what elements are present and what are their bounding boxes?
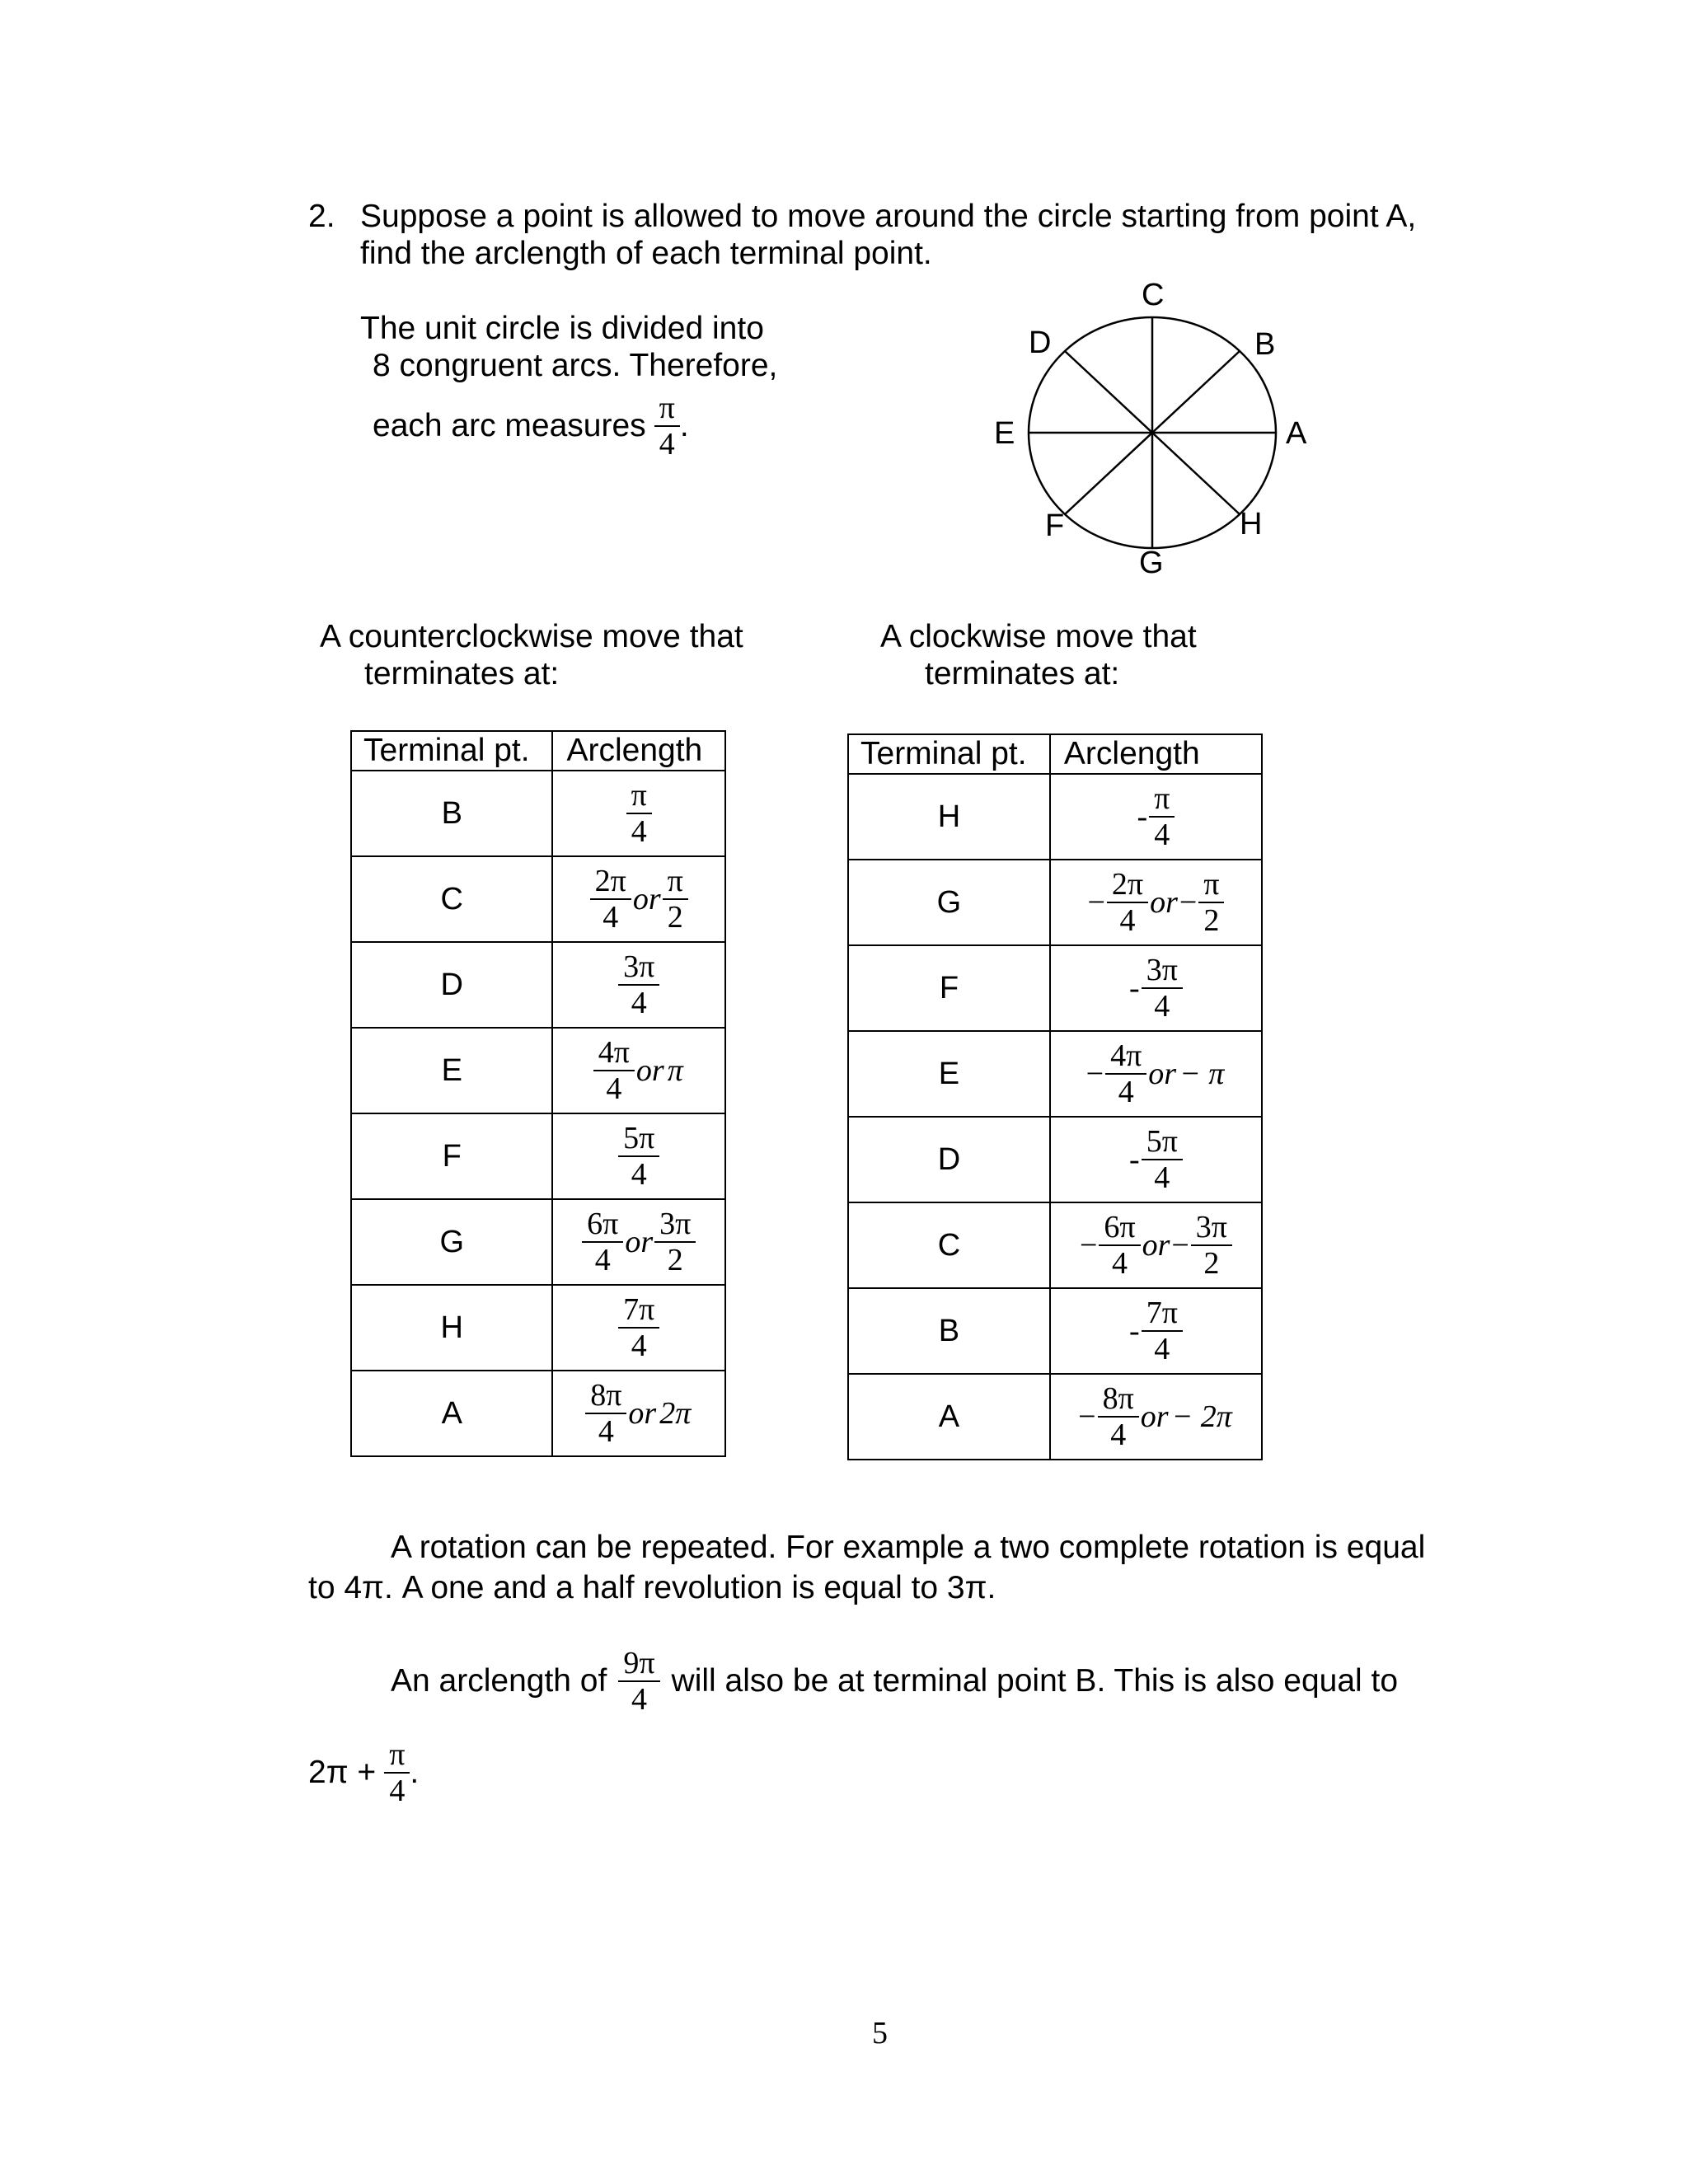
arclength-note-after: will also be at terminal point B. This is also equal to: [671, 1663, 1399, 1699]
label-h: H: [1240, 507, 1263, 541]
rotation-line-2: to 4π. A one and a half revolution is equal to 3π.: [308, 1570, 996, 1605]
arclength-cell: [552, 771, 725, 856]
terminal-point-cell: E: [848, 1031, 1050, 1117]
frac-numerator: 3π: [654, 1207, 696, 1243]
frac-numerator: 4π: [593, 1035, 635, 1071]
terminal-point-cell: F: [848, 945, 1050, 1031]
frac-numerator: 7π: [618, 1292, 659, 1329]
or-separator: or: [1140, 1399, 1169, 1434]
arclength-cell: [552, 1371, 725, 1456]
frac-denominator: 4: [1154, 818, 1170, 852]
arclength-expression: [1078, 1381, 1234, 1452]
frac-denominator: 4: [631, 986, 647, 1020]
table-row: [848, 1031, 1262, 1117]
equal-to-expression: [308, 1737, 419, 1808]
arclength-alt-value: − π: [1179, 1057, 1225, 1091]
arclength-expression: [1129, 953, 1183, 1024]
arclength-fraction-alt: [1191, 1210, 1232, 1281]
arclength-fraction: [1107, 867, 1148, 938]
intro-line-1: The unit circle is divided into: [360, 311, 764, 346]
or-separator: or: [1148, 1057, 1177, 1091]
ccw-arclength-table: [350, 730, 726, 1457]
frac-denominator: 4: [598, 1414, 614, 1449]
table-row: [351, 1285, 725, 1371]
label-c: C: [1142, 278, 1165, 312]
or-separator: or: [1142, 1228, 1170, 1263]
cw-heading-2: terminates at:: [925, 656, 1120, 691]
arclength-fraction: [618, 1292, 659, 1363]
table-row: [351, 1371, 725, 1456]
arclength-expression: [618, 1292, 659, 1363]
arclength-expression: [618, 1121, 659, 1192]
arclength-expression: [582, 1207, 696, 1277]
or-separator: or: [625, 1225, 654, 1259]
table-header-row: [848, 734, 1262, 774]
frac-denominator: 4: [631, 1157, 647, 1192]
arclength-fraction: [626, 778, 652, 849]
arclength-expression: [1129, 1296, 1183, 1366]
frac-denominator: 2: [1203, 1246, 1220, 1281]
terminal-point-cell: C: [351, 856, 552, 942]
terminal-point-cell: A: [351, 1371, 552, 1456]
minus-sign: −: [1179, 885, 1198, 920]
frac-numerator: 8π: [1098, 1381, 1139, 1418]
frac-denominator: 2: [1203, 903, 1220, 938]
cw-heading-1: A clockwise move that: [880, 619, 1197, 654]
page-number: 5: [872, 2016, 888, 2050]
arclength-fraction: [585, 1378, 626, 1449]
frac-numerator: 6π: [1099, 1210, 1140, 1246]
table-row: [848, 860, 1262, 945]
frac-denominator: 4: [1154, 989, 1170, 1024]
frac-denominator: 4: [1154, 1332, 1170, 1366]
arclength-fraction: [1142, 1296, 1183, 1366]
arclength-expression: [1137, 781, 1175, 852]
table-row: [351, 856, 725, 942]
terminal-point-cell: C: [848, 1202, 1050, 1288]
frac-denominator: 4: [1110, 1418, 1127, 1452]
table-row: [351, 942, 725, 1028]
or-separator: or: [1150, 885, 1178, 920]
arclength-expression: [1086, 1038, 1226, 1109]
col-header-terminal-pt: Terminal pt.: [848, 734, 1050, 774]
intro-frac-num: π: [654, 391, 680, 427]
arclength-cell: [552, 1285, 725, 1371]
terminal-point-cell: D: [848, 1117, 1050, 1202]
minus-sign: −: [1079, 1228, 1098, 1263]
terminal-point-cell: E: [351, 1028, 552, 1113]
terminal-point-cell: B: [351, 771, 552, 856]
arclength-fraction: [1098, 1381, 1139, 1452]
terminal-point-cell: H: [848, 774, 1050, 860]
arclength-fraction: [618, 1121, 659, 1192]
table-row: [351, 771, 725, 856]
label-d: D: [1029, 326, 1052, 360]
col-header-arclength: Arclength: [1050, 734, 1262, 774]
intro-line-2: 8 congruent arcs. Therefore,: [373, 348, 778, 383]
arclength-fraction-alt: [1198, 867, 1224, 938]
label-e: E: [994, 416, 1015, 451]
frac-denominator: 4: [606, 1071, 622, 1106]
frac-numerator: 5π: [618, 1121, 659, 1157]
arclength-note: [391, 1646, 1398, 1717]
arclength-fraction-alt: [663, 864, 688, 935]
arclength-cell: [1050, 1202, 1262, 1288]
intro-frac-den: 4: [659, 427, 675, 462]
arclength-note-frac-den: 4: [631, 1682, 647, 1717]
minus-sign: -: [1129, 971, 1140, 1005]
frac-numerator: 2π: [590, 864, 631, 900]
table-row: [848, 1117, 1262, 1202]
frac-numerator: 4π: [1105, 1038, 1146, 1075]
intro-line-3: [373, 391, 689, 462]
table-row: [351, 1199, 725, 1285]
cw-arclength-table: [847, 733, 1263, 1460]
frac-denominator: 4: [1154, 1160, 1170, 1195]
unit-circle-diagram: [973, 268, 1319, 589]
frac-denominator: 4: [1119, 903, 1136, 938]
frac-numerator: 6π: [582, 1207, 623, 1243]
arclength-fraction: [1105, 1038, 1146, 1109]
arclength-expression: [626, 778, 652, 849]
arclength-note-frac-num: 9π: [618, 1646, 659, 1682]
arclength-cell: [552, 1113, 725, 1199]
frac-numerator: π: [1198, 867, 1224, 903]
minus-sign: −: [1085, 1057, 1104, 1091]
equal-to-prefix: 2π +: [308, 1755, 377, 1790]
arclength-expression: [618, 949, 659, 1020]
frac-denominator: 4: [1111, 1246, 1128, 1281]
frac-numerator: π: [1149, 781, 1175, 818]
col-header-arclength: Arclength: [552, 731, 725, 771]
table-row: [351, 1028, 725, 1113]
table-row: [848, 1374, 1262, 1460]
arclength-cell: [1050, 860, 1262, 945]
equal-to-frac-den: 4: [389, 1774, 406, 1808]
terminal-point-cell: G: [351, 1199, 552, 1285]
table-row: [848, 774, 1262, 860]
arclength-expression: [590, 864, 688, 935]
arclength-expression: [593, 1035, 685, 1106]
col-header-terminal-pt: Terminal pt.: [351, 731, 552, 771]
arclength-cell: [552, 856, 725, 942]
problem-line-1: Suppose a point is allowed to move around the circle starting from point A,: [360, 199, 1417, 234]
problem-line-2: find the arclength of each terminal point.: [360, 236, 932, 271]
terminal-point-cell: A: [848, 1374, 1050, 1460]
arclength-cell: [1050, 1031, 1262, 1117]
minus-sign: -: [1137, 799, 1148, 834]
equal-to-frac-num: π: [384, 1737, 410, 1774]
arclength-note-fraction: [618, 1646, 659, 1717]
frac-denominator: 4: [594, 1243, 611, 1277]
frac-numerator: π: [626, 778, 652, 814]
equal-to-fraction: [384, 1737, 410, 1808]
arclength-expression: [1129, 1124, 1183, 1195]
arclength-cell: [1050, 774, 1262, 860]
arclength-cell: [552, 942, 725, 1028]
arclength-fraction: [1142, 1124, 1183, 1195]
intro-fraction: [654, 391, 680, 462]
minus-sign: −: [1078, 1399, 1096, 1434]
terminal-point-cell: F: [351, 1113, 552, 1199]
frac-numerator: 7π: [1142, 1296, 1183, 1332]
table-row: [848, 945, 1262, 1031]
arclength-fraction: [582, 1207, 623, 1277]
table-row: [351, 1113, 725, 1199]
minus-sign: -: [1129, 1314, 1140, 1348]
arclength-cell: [1050, 945, 1262, 1031]
intro-period: .: [679, 408, 689, 443]
rotation-line-1: A rotation can be repeated. For example a two complete rotation is equal: [391, 1530, 1426, 1565]
ccw-heading-1: A counterclockwise move that: [320, 619, 743, 654]
terminal-point-cell: G: [848, 860, 1050, 945]
arclength-cell: [552, 1199, 725, 1285]
frac-denominator: 4: [631, 1329, 647, 1363]
arclength-alt-value: 2π: [659, 1396, 692, 1431]
problem-number: 2.: [308, 199, 335, 234]
intro-arc-text: each arc measures: [373, 408, 646, 443]
minus-sign: −: [1087, 885, 1105, 920]
arclength-cell: [1050, 1374, 1262, 1460]
frac-numerator: 2π: [1107, 867, 1148, 903]
table-header-row: [351, 731, 725, 771]
frac-denominator: 4: [603, 900, 619, 935]
arclength-fraction: [1099, 1210, 1140, 1281]
frac-numerator: π: [663, 864, 688, 900]
arclength-cell: [1050, 1117, 1262, 1202]
label-f: F: [1045, 509, 1065, 543]
terminal-point-cell: H: [351, 1285, 552, 1371]
arclength-alt-value: π: [667, 1053, 683, 1088]
arclength-fraction: [1149, 781, 1175, 852]
arclength-cell: [552, 1028, 725, 1113]
terminal-point-cell: B: [848, 1288, 1050, 1374]
label-a: A: [1286, 416, 1307, 451]
or-separator: or: [635, 1053, 664, 1088]
minus-sign: -: [1129, 1142, 1140, 1177]
label-b: B: [1254, 327, 1276, 362]
arclength-alt-value: − 2π: [1171, 1399, 1232, 1434]
arclength-fraction: [1142, 953, 1183, 1024]
arclength-expression: [1080, 1210, 1232, 1281]
arclength-expression: [585, 1378, 692, 1449]
terminal-point-cell: D: [351, 942, 552, 1028]
frac-numerator: 3π: [618, 949, 659, 986]
label-g: G: [1139, 546, 1164, 580]
frac-numerator: 3π: [1142, 953, 1183, 989]
or-separator: or: [632, 882, 661, 916]
arclength-fraction: [590, 864, 631, 935]
frac-numerator: 3π: [1191, 1210, 1232, 1246]
minus-sign: −: [1171, 1228, 1189, 1263]
frac-numerator: 8π: [585, 1378, 626, 1414]
arclength-fraction-alt: [654, 1207, 696, 1277]
arclength-fraction: [618, 949, 659, 1020]
arclength-expression: [1087, 867, 1224, 938]
ccw-heading-2: terminates at:: [364, 656, 560, 691]
frac-denominator: 2: [667, 900, 683, 935]
table-row: [848, 1288, 1262, 1374]
table-row: [848, 1202, 1262, 1288]
arclength-note-before: An arclength of: [391, 1663, 607, 1699]
frac-denominator: 4: [631, 814, 647, 849]
arclength-fraction: [593, 1035, 635, 1106]
or-separator: or: [628, 1396, 657, 1431]
frac-denominator: 4: [1118, 1075, 1134, 1109]
arclength-cell: [1050, 1288, 1262, 1374]
equal-to-period: .: [410, 1755, 420, 1790]
frac-numerator: 5π: [1142, 1124, 1183, 1160]
frac-denominator: 2: [667, 1243, 683, 1277]
